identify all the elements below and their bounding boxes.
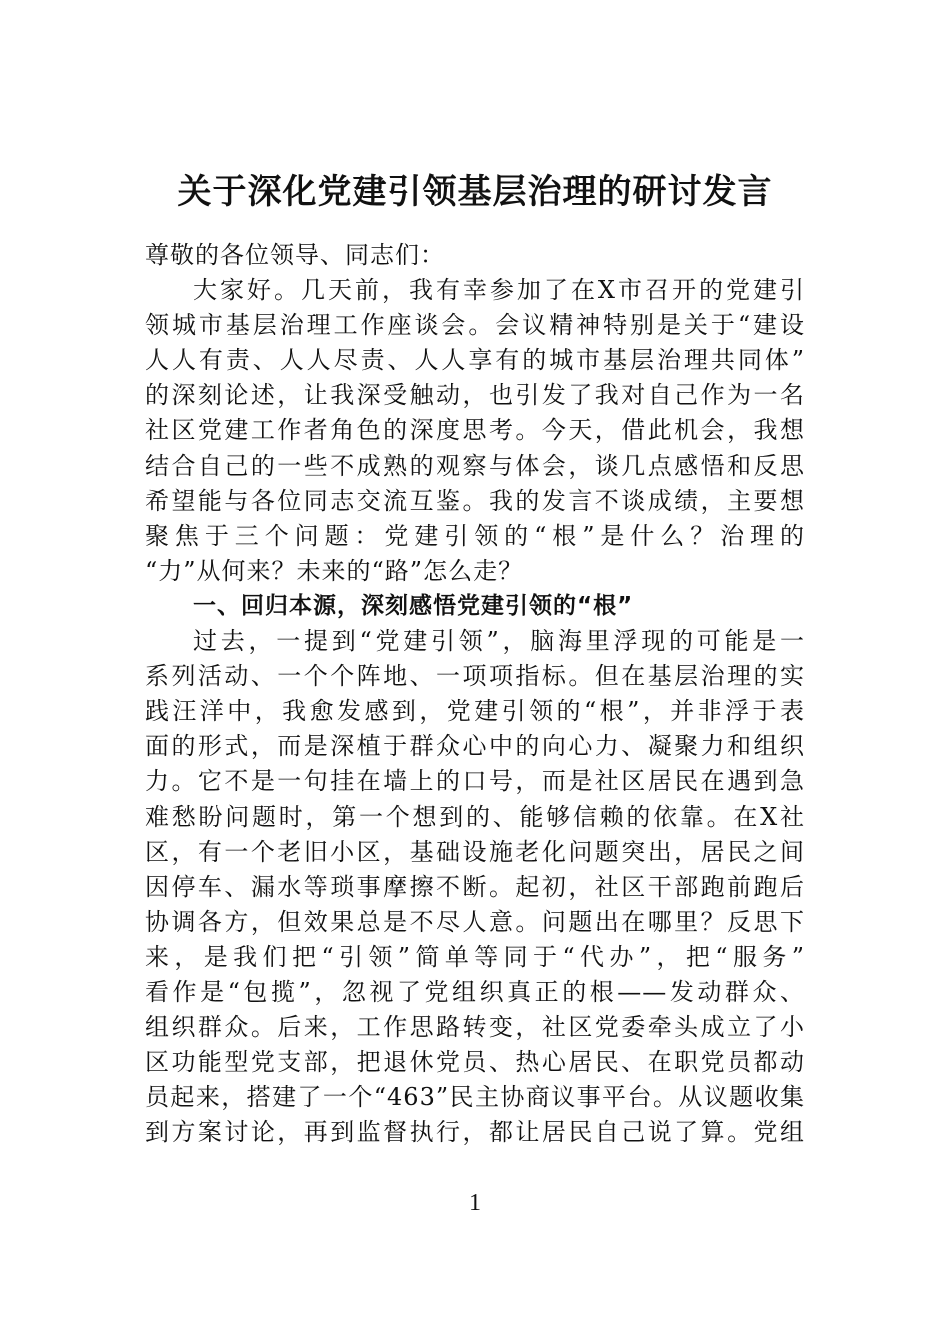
paragraph-line: 系列活动、一个个阵地、一项项指标。但在基层治理的实 bbox=[145, 662, 805, 691]
paragraph-line: 力。它不是一句挂在墙上的口号，而是社区居民在遇到急 bbox=[145, 767, 805, 796]
salutation: 尊敬的各位领导、同志们： bbox=[145, 241, 445, 269]
paragraph-line: 践汪洋中，我愈发感到，党建引领的“根”，并非浮于表 bbox=[145, 697, 805, 726]
paragraph-line: 因停车、漏水等琐事摩擦不断。起初，社区干部跑前跑后 bbox=[145, 872, 805, 901]
paragraph-line: 到方案讨论，再到监督执行，都让居民自己说了算。党组 bbox=[145, 1118, 805, 1147]
paragraph-line: 人人有责、人人尽责、人人享有的城市基层治理共同体” bbox=[145, 346, 805, 375]
page-number: 1 bbox=[469, 1190, 481, 1216]
paragraph-line: 结合自己的一些不成熟的观察与体会，谈几点感悟和反思 bbox=[145, 451, 805, 480]
paragraph-line: 大家好。几天前，我有幸参加了在X市召开的党建引 bbox=[193, 276, 805, 305]
paragraph-line: 组织群众。后来，工作思路转变，社区党委牵头成立了小 bbox=[145, 1013, 805, 1042]
paragraph-line: 来，是我们把“引领”简单等同于“代办”，把“服务” bbox=[145, 942, 805, 971]
paragraph-line: 聚焦于三个问题：党建引领的“根”是什么？治理的 bbox=[145, 521, 805, 550]
paragraph-line: 员起来，搭建了一个“463”民主协商议事平台。从议题收集 bbox=[145, 1083, 805, 1112]
paragraph-line: 希望能与各位同志交流互鉴。我的发言不谈成绩，主要想 bbox=[145, 486, 805, 515]
paragraph-line: 区，有一个老旧小区，基础设施老化问题突出，居民之间 bbox=[145, 837, 805, 866]
section-heading: 一、回归本源，深刻感悟党建引领的“根” bbox=[193, 592, 634, 619]
paragraph-line: 的深刻论述，让我深受触动，也引发了我对自己作为一名 bbox=[145, 381, 805, 410]
paragraph-line: 面的形式，而是深植于群众心中的向心力、凝聚力和组织 bbox=[145, 732, 805, 761]
paragraph-line: 过去，一提到“党建引领”，脑海里浮现的可能是一 bbox=[193, 627, 805, 656]
document-title: 关于深化党建引领基层治理的研讨发言 bbox=[177, 172, 773, 212]
paragraph-line: 看作是“包揽”，忽视了党组织真正的根——发动群众、 bbox=[145, 977, 805, 1006]
paragraph-line: 协调各方，但效果总是不尽人意。问题出在哪里？反思下 bbox=[145, 907, 805, 936]
paragraph-line: “力”从何来？未来的“路”怎么走？ bbox=[145, 556, 524, 585]
document-body bbox=[145, 238, 805, 1150]
paragraph-line: 社区党建工作者角色的深度思考。今天，借此机会，我想 bbox=[145, 416, 805, 445]
paragraph-line: 区功能型党支部，把退休党员、热心居民、在职党员都动 bbox=[145, 1048, 805, 1077]
paragraph-line: 难愁盼问题时，第一个想到的、能够信赖的依靠。在X社 bbox=[145, 802, 805, 831]
paragraph-line: 领城市基层治理工作座谈会。会议精神特别是关于“建设 bbox=[145, 311, 805, 340]
